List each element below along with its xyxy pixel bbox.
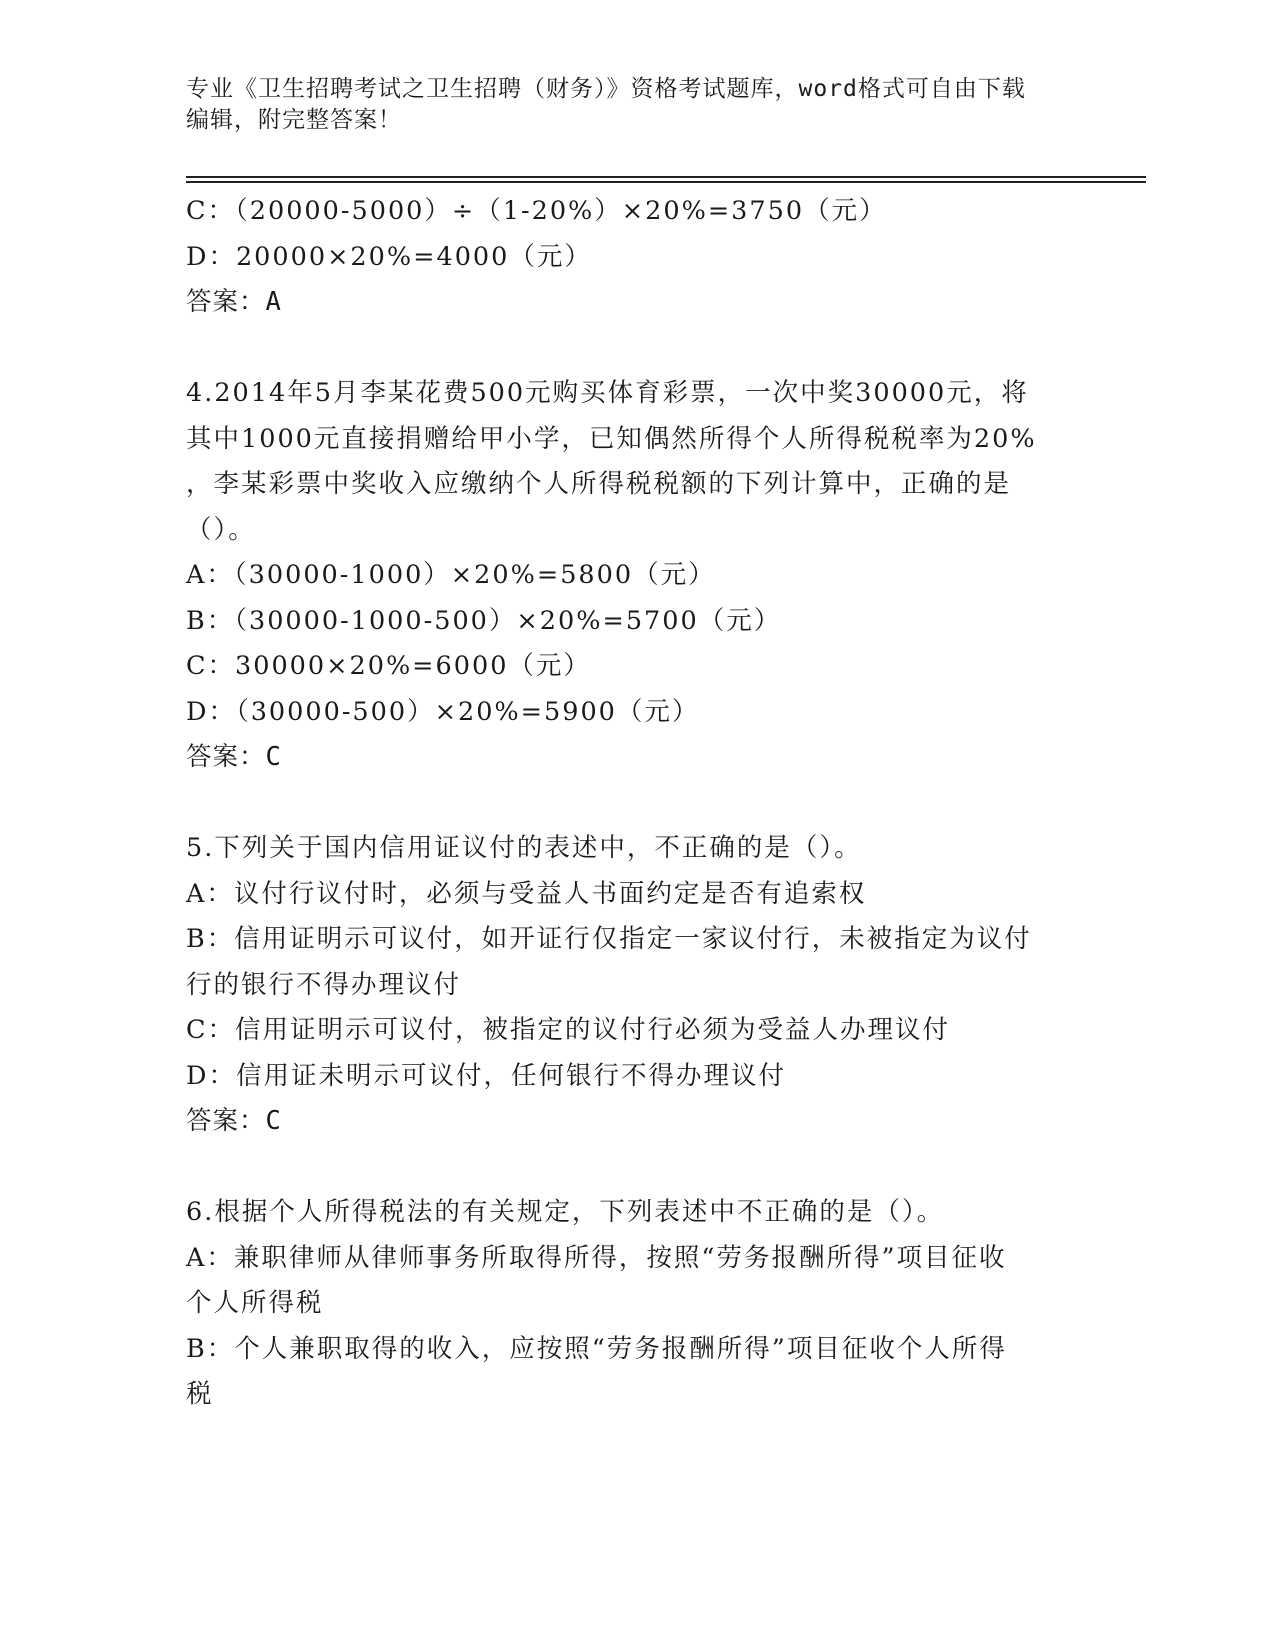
header-line-1: 专业《卫生招聘考试之卫生招聘（财务）》资格考试题库，word格式可自由下载: [186, 76, 1026, 102]
q5-option-b-line-1: B：信用证明示可议付，如开证行仅指定一家议付行，未被指定为议付: [186, 924, 1032, 954]
q5-option-a: A：议付行议付时，必须与受益人书面约定是否有追索权: [186, 878, 867, 909]
q6-option-a-line-1: A：兼职律师从律师事务所取得所得，按照“劳务报酬所得”项目征收: [186, 1242, 1007, 1273]
q4-stem-line-3: ，李某彩票中奖收入应缴纳个人所得税税额的下列计算中，正确的是: [186, 469, 1012, 499]
q5-answer: 答案：C: [186, 1106, 282, 1136]
q6-option-b-line-1: B：个人兼职取得的收入，应按照“劳务报酬所得”项目征收个人所得: [186, 1333, 1007, 1364]
prev-option-d: D：20000×20%=4000（元）: [186, 241, 592, 272]
page-header: [186, 74, 1086, 136]
q5-option-d: D：信用证未明示可议付，任何银行不得办理议付: [186, 1060, 786, 1091]
q5-option-b-line-2: 行的银行不得办理议付: [186, 969, 462, 1000]
q4-stem-line-1: 4.2014年5月李某花费500元购买体育彩票，一次中奖30000元，将: [186, 378, 1029, 408]
header-divider-bottom: [186, 181, 1146, 183]
q6-option-a-line-2: 个人所得税: [186, 1288, 324, 1318]
q6-option-b-line-2: 税: [186, 1379, 214, 1409]
q4-option-d: D：（30000-500）×20%=5900（元）: [186, 696, 700, 727]
spacer: [186, 781, 1066, 827]
q4-option-c: C：30000×20%=6000（元）: [186, 651, 591, 681]
prev-option-c: C：（20000-5000）÷（1-20%）×20%=3750（元）: [186, 196, 887, 226]
prev-answer: 答案：A: [186, 287, 282, 317]
q4-stem-line-2: 其中1000元直接捐赠给甲小学，已知偶然所得个人所得税税率为20%: [186, 423, 1037, 454]
header-divider-top: [186, 176, 1146, 178]
q5-option-c: C：信用证明示可议付，被指定的议付行必须为受益人办理议付: [186, 1015, 951, 1045]
q4-answer: 答案：C: [186, 742, 282, 772]
q6-stem: 6.根据个人所得税法的有关规定，下列表述中不正确的是（）。: [186, 1197, 945, 1227]
q4-stem-line-4: （）。: [186, 514, 256, 545]
q4-option-a: A：（30000-1000）×20%=5800（元）: [186, 560, 716, 590]
spacer: [186, 326, 1066, 372]
spacer: [186, 1145, 1066, 1191]
q5-stem: 5.下列关于国内信用证议付的表述中，不正确的是（）。: [186, 833, 862, 863]
q4-option-b: B：（30000-1000-500）×20%=5700（元）: [186, 605, 782, 636]
header-line-2: 编辑，附完整答案！: [186, 107, 402, 133]
question-content: [186, 189, 1066, 1418]
